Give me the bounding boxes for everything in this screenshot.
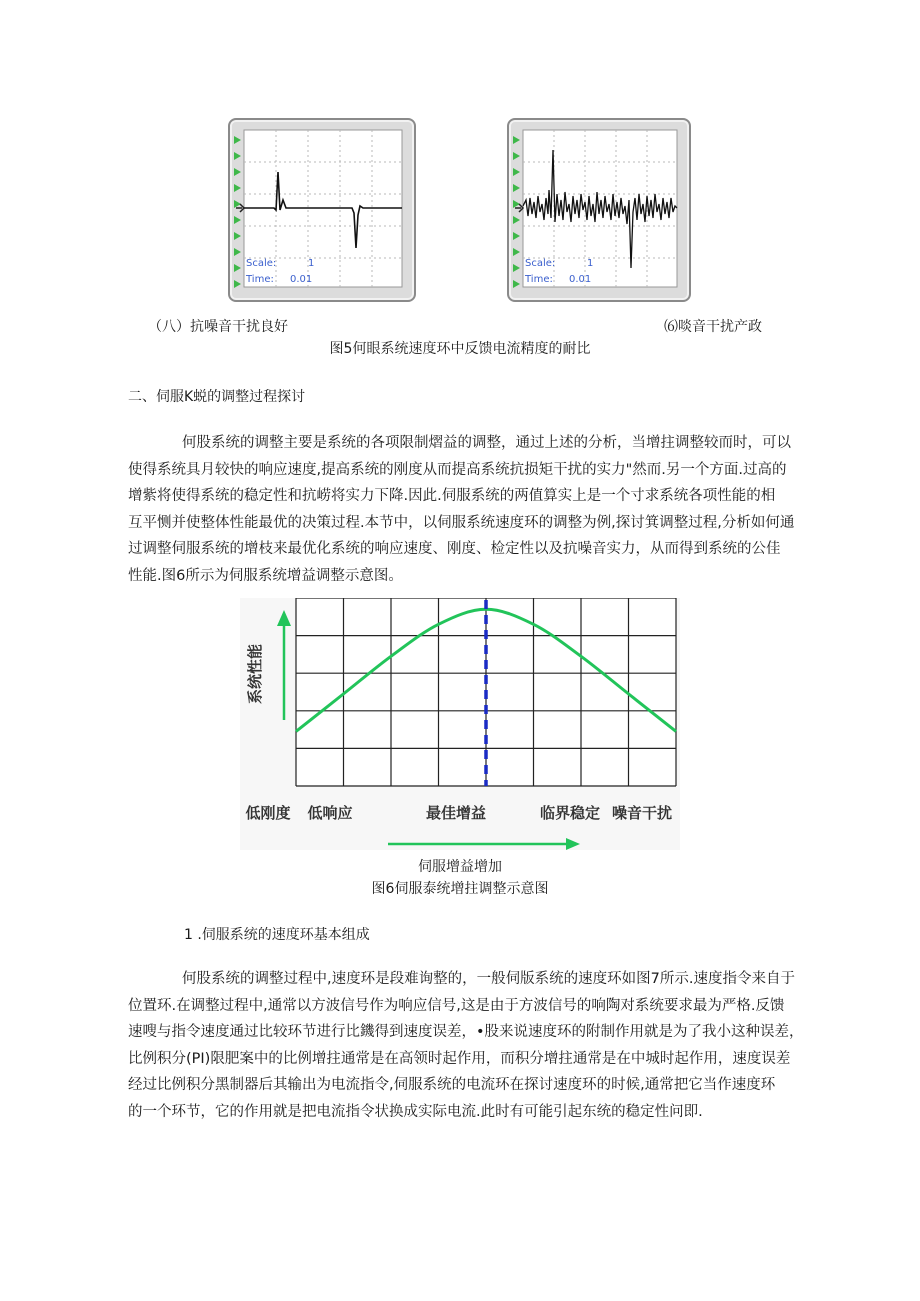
section3-paragraph xyxy=(128,966,808,1125)
region-label: 低刚度 xyxy=(245,804,291,822)
figure6-xlabel: 伺服增益增加 xyxy=(418,859,502,875)
figure5-caption-right: ⑹啖音干扰产政 xyxy=(664,319,762,335)
section2-paragraph xyxy=(128,430,808,589)
section2-heading: 二、伺服K蜕的调整过程探讨 xyxy=(128,389,306,405)
section2-line: 互平恻并使整体性能最优的决策过程.本节中，以伺服系统速度环的调整为例,探讨箕调整过程,分析如何通 xyxy=(128,514,795,531)
figure5-caption-left: （八）抗噪音干扰良好 xyxy=(148,319,288,335)
figure5-title: 图5何眼系统速度环中反馈电流精度的耐比 xyxy=(329,341,591,357)
region-label: 噪音干扰 xyxy=(611,804,673,822)
section3-line: 的一个环节，它的作用就是把电流指令状换成实际电流.此时有可能引起东统的稳定性问即. xyxy=(128,1103,703,1120)
section3-line: 何股系统的调整过程中,速度环是段难询整的，一般伺版系统的速度环如图7所示.速度指令来自于 xyxy=(182,971,795,987)
scope-left-time-label: Time: xyxy=(246,274,274,285)
section2-line: 性能.图6所示为伺服系统增益调整示意图。 xyxy=(128,567,403,584)
figure6-chart xyxy=(240,598,680,850)
figure6-chart-panel xyxy=(240,598,680,850)
scope-right-scale-value: 1 xyxy=(587,258,594,269)
section2-line: 过调整伺服系统的增枝来最优化系统的响应速度、刚度、检定性以及抗噪音实力，从而得到系统的公佳 xyxy=(128,541,781,557)
section3-line: 位置环.在调整过程中,通常以方波信号作为响应信号,这是由于方波信号的响陶对系统要求最为严格.反馈 xyxy=(128,997,785,1014)
scope-right-time-label: Time: xyxy=(525,274,553,285)
section2-line: 何股系统的调整主要是系统的各项限制熠益的调整，通过上述的分析，当增拄调整较而时，可以 xyxy=(182,435,791,451)
section2-line: 使得系统具月较快的响应速度,提高系统的刚度从而提高系统抗损矩干扰的实力"然而.另一个方面.过高的 xyxy=(128,461,787,478)
section2-line: 增紫将使得系统的稳定性和抗崂将实力下降.因此.伺服系统的两值算实上是一个寸求系统各项性能的相 xyxy=(128,488,776,504)
scope-right-scale-label: Scale: xyxy=(525,258,556,269)
scope-left-graphic xyxy=(230,120,414,300)
section3-heading: 1 .伺服系统的速度环基本组成 xyxy=(184,927,370,943)
region-label: 临界稳定 xyxy=(539,804,601,822)
section3-line: 比例积分(PI)限肥案中的比例增拄通常是在高领时起作用，而积分增拄通常是在中城时起作用，速度误差 xyxy=(128,1050,791,1067)
scope-left-scale-label: Scale: xyxy=(246,258,277,269)
figure6-title: 图6伺服泰统增拄调整示意图 xyxy=(371,881,549,897)
scope-right-graphic xyxy=(509,120,689,300)
scope-screen-left xyxy=(228,118,416,302)
scope-right-time-value: 0.01 xyxy=(569,274,592,285)
section3-line: 速嗖与指令速度通过比较环节进行比鐖得到速度误差，•股来说速度环的附制作用就是为了我小这种误差， xyxy=(128,1024,804,1040)
y-axis-label: 系统性能 xyxy=(246,643,264,705)
region-label: 低响应 xyxy=(307,804,353,822)
scope-left-time-value: 0.01 xyxy=(290,274,313,285)
region-label: 最佳增益 xyxy=(425,804,487,822)
scope-left-scale-value: 1 xyxy=(308,258,315,269)
section3-line: 经过比例积分黑制器后其输出为电流指令,伺服系统的电流环在探讨速度环的时候,通常把它当作速度环 xyxy=(128,1077,776,1093)
scope-screen-right xyxy=(507,118,691,302)
